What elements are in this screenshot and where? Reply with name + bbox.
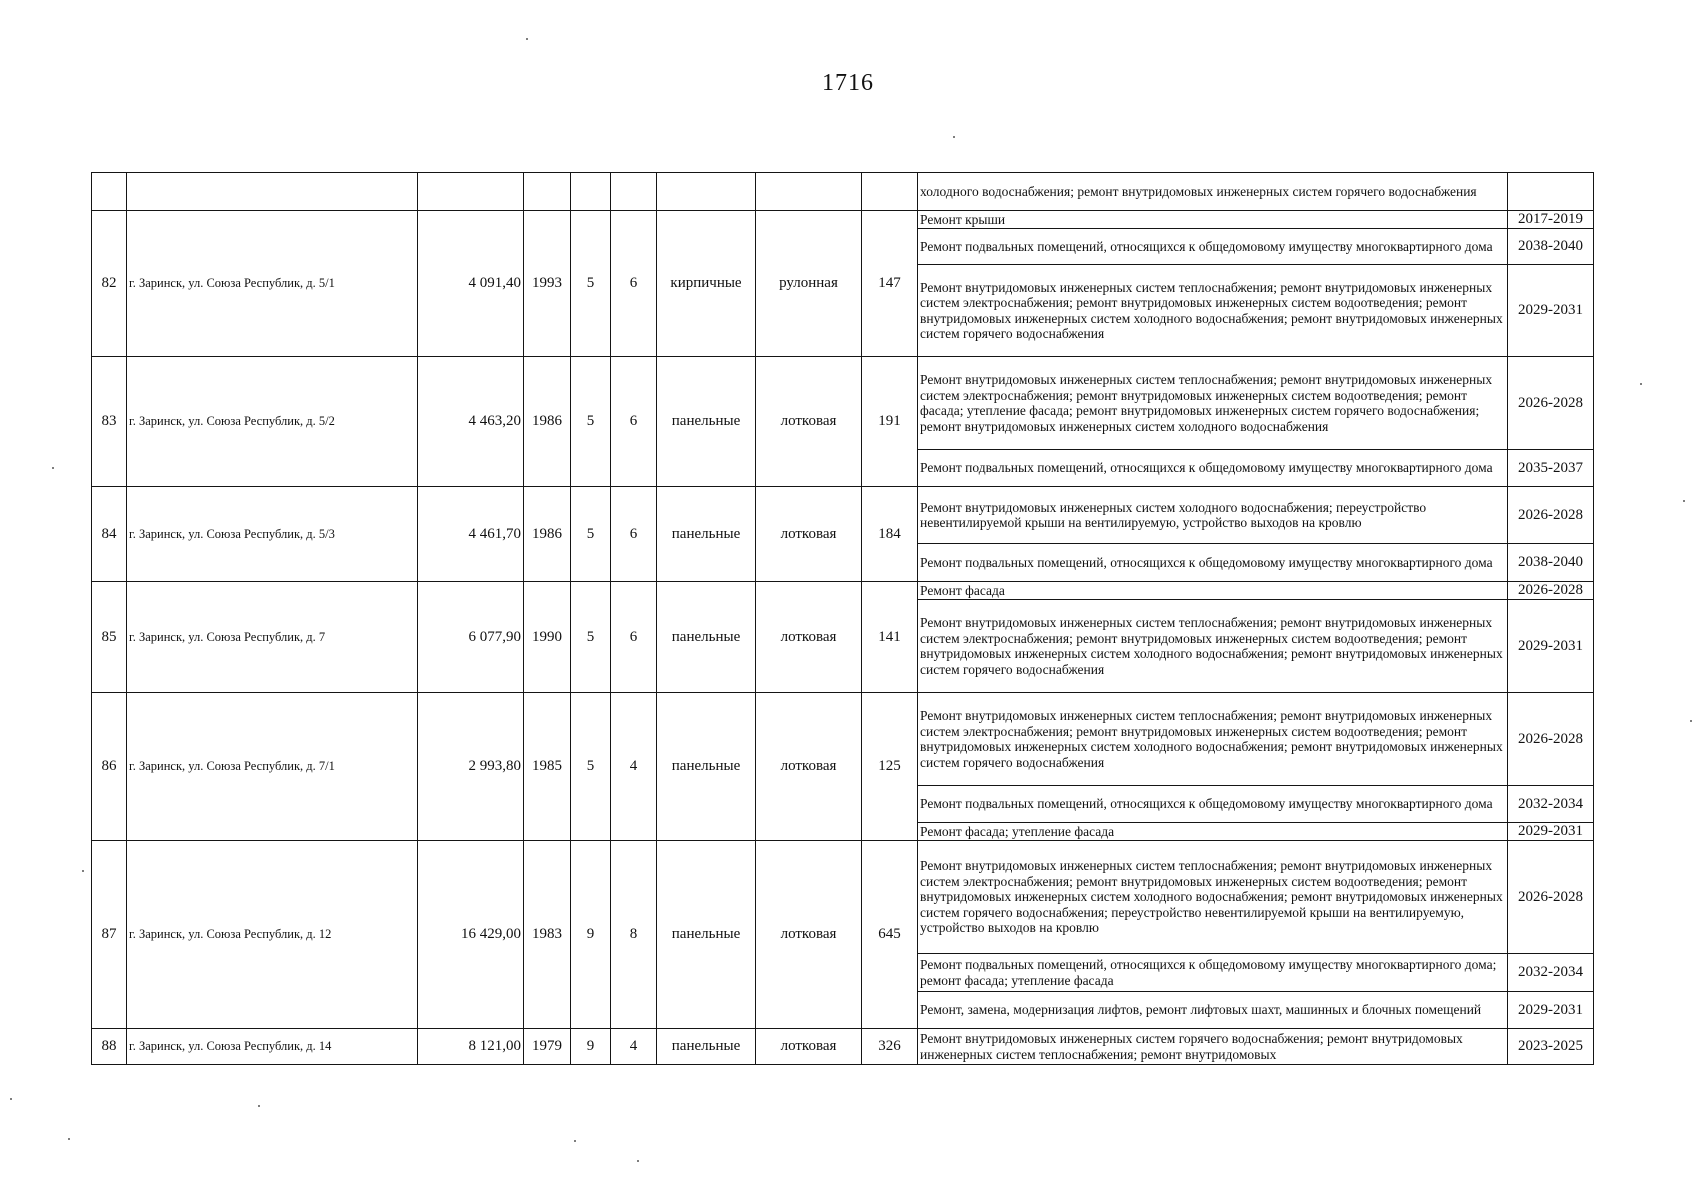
work-period: 2017-2019 [1508,211,1594,229]
roof-type: лотковая [756,693,862,841]
house-address: г. Заринск, ул. Союза Республик, д. 5/1 [127,211,418,357]
build-year: 1983 [524,841,571,1029]
house-address: г. Заринск, ул. Союза Республик, д. 14 [127,1029,418,1065]
empty-cell [611,173,657,211]
wall-material: панельные [657,693,756,841]
row-number: 87 [92,841,127,1029]
resident-count: 147 [862,211,918,357]
work-period: 2026-2028 [1508,841,1594,954]
work-period: 2029-2031 [1508,600,1594,693]
house-area: 4 091,40 [418,211,524,357]
entrance-count: 4 [611,693,657,841]
floor-count: 5 [571,693,611,841]
wall-material: панельные [657,582,756,693]
continuation-row [92,173,1594,211]
work-period: 2026-2028 [1508,487,1594,544]
work-description: Ремонт подвальных помещений, относящихся к общедомовому имуществу многоквартирного дома [918,544,1508,582]
scan-speck [68,1138,70,1140]
work-period: 2038-2040 [1508,544,1594,582]
build-year: 1979 [524,1029,571,1065]
work-description: Ремонт внутридомовых инженерных систем теплоснабжения; ремонт внутридомовых инженерных систем электроснабжения; ремонт внутридомовых инженерных систем водоотведения; ремонт внутридомовых инженерных систем холодного водоснабжения; ремонт внутридомовых инженерных систем горячего водоснабжения; переустройство невентилируемой крыши на вентилируемую, устройство выходов на кровлю [918,841,1508,954]
floor-count: 9 [571,841,611,1029]
empty-cell [571,173,611,211]
house-area: 4 463,20 [418,357,524,487]
wall-material: панельные [657,357,756,487]
roof-type: лотковая [756,582,862,693]
house-address: г. Заринск, ул. Союза Республик, д. 7 [127,582,418,693]
empty-cell [418,173,524,211]
work-description: Ремонт фасада; утепление фасада [918,823,1508,841]
row-number: 84 [92,487,127,582]
work-period: 2029-2031 [1508,265,1594,357]
row-number: 83 [92,357,127,487]
wall-material: панельные [657,841,756,1029]
house-address: г. Заринск, ул. Союза Республик, д. 7/1 [127,693,418,841]
entrance-count: 8 [611,841,657,1029]
scan-speck [82,870,84,872]
house-row [92,211,1594,229]
house-row [92,1029,1594,1065]
roof-type: лотковая [756,357,862,487]
work-period: 2038-2040 [1508,229,1594,265]
work-description: Ремонт внутридомовых инженерных систем теплоснабжения; ремонт внутридомовых инженерных систем электроснабжения; ремонт внутридомовых инженерных систем водоотведения; ремонт фасада; утепление фасада; ремонт внутридомовых инженерных систем горячего водоснабжения; ремонт внутридомовых инженерных систем холодного водоснабжения [918,357,1508,450]
empty-cell [657,173,756,211]
floor-count: 5 [571,357,611,487]
scan-speck [574,1140,576,1142]
work-description: Ремонт подвальных помещений, относящихся к общедомовому имуществу многоквартирного дома [918,450,1508,487]
house-area: 8 121,00 [418,1029,524,1065]
floor-count: 5 [571,211,611,357]
house-address: г. Заринск, ул. Союза Республик, д. 5/3 [127,487,418,582]
work-description: Ремонт внутридомовых инженерных систем теплоснабжения; ремонт внутридомовых инженерных систем электроснабжения; ремонт внутридомовых инженерных систем водоотведения; ремонт внутридомовых инженерных систем холодного водоснабжения; ремонт внутридомовых инженерных систем горячего водоснабжения [918,265,1508,357]
work-description: Ремонт подвальных помещений, относящихся к общедомовому имуществу многоквартирного дома [918,229,1508,265]
scan-speck [258,1105,260,1107]
build-year: 1986 [524,357,571,487]
house-address: г. Заринск, ул. Союза Республик, д. 12 [127,841,418,1029]
entrance-count: 6 [611,582,657,693]
row-number: 82 [92,211,127,357]
resident-count: 645 [862,841,918,1029]
work-period: 2026-2028 [1508,693,1594,786]
house-row [92,487,1594,544]
housing-repair-table [91,172,1594,1065]
entrance-count: 6 [611,211,657,357]
house-row [92,357,1594,450]
house-area: 16 429,00 [418,841,524,1029]
work-period: 2026-2028 [1508,357,1594,450]
roof-type: рулонная [756,211,862,357]
floor-count: 5 [571,582,611,693]
wall-material: кирпичные [657,211,756,357]
work-period: 2026-2028 [1508,582,1594,600]
wall-material: панельные [657,1029,756,1065]
roof-type: лотковая [756,487,862,582]
resident-count: 125 [862,693,918,841]
floor-count: 9 [571,1029,611,1065]
scan-speck [1690,720,1692,722]
empty-cell [756,173,862,211]
house-area: 4 461,70 [418,487,524,582]
resident-count: 184 [862,487,918,582]
house-row [92,693,1594,786]
empty-cell [127,173,418,211]
roof-type: лотковая [756,841,862,1029]
work-description: Ремонт подвальных помещений, относящихся к общедомовому имуществу многоквартирного дома; ремонт фасада; утепление фасада [918,954,1508,992]
empty-cell [862,173,918,211]
work-period: 2023-2025 [1508,1029,1594,1065]
entrance-count: 6 [611,487,657,582]
row-number: 85 [92,582,127,693]
work-period [1508,173,1594,211]
work-period: 2032-2034 [1508,954,1594,992]
row-number: 86 [92,693,127,841]
scan-speck [1640,383,1642,385]
work-description: Ремонт крыши [918,211,1508,229]
work-description: Ремонт подвальных помещений, относящихся к общедомовому имуществу многоквартирного дома [918,786,1508,823]
work-description: Ремонт внутридомовых инженерных систем горячего водоснабжения; ремонт внутридомовых инженерных систем теплоснабжения; ремонт внутридомовых [918,1029,1508,1065]
work-description: Ремонт фасада [918,582,1508,600]
work-description: холодного водоснабжения; ремонт внутридомовых инженерных систем горячего водоснабжения [918,173,1508,211]
scan-speck [1683,500,1685,502]
resident-count: 326 [862,1029,918,1065]
entrance-count: 6 [611,357,657,487]
build-year: 1993 [524,211,571,357]
work-period: 2029-2031 [1508,992,1594,1029]
row-number: 88 [92,1029,127,1065]
work-description: Ремонт внутридомовых инженерных систем теплоснабжения; ремонт внутридомовых инженерных систем электроснабжения; ремонт внутридомовых инженерных систем водоотведения; ремонт внутридомовых инженерных систем холодного водоснабжения; ремонт внутридомовых инженерных систем горячего водоснабжения [918,693,1508,786]
house-row [92,582,1594,600]
build-year: 1985 [524,693,571,841]
floor-count: 5 [571,487,611,582]
house-address: г. Заринск, ул. Союза Республик, д. 5/2 [127,357,418,487]
scan-speck [52,467,54,469]
resident-count: 191 [862,357,918,487]
empty-cell [524,173,571,211]
work-period: 2032-2034 [1508,786,1594,823]
entrance-count: 4 [611,1029,657,1065]
work-description: Ремонт внутридомовых инженерных систем холодного водоснабжения; переустройство невентилируемой крыши на вентилируемую, устройство выходов на кровлю [918,487,1508,544]
work-description: Ремонт, замена, модернизация лифтов, ремонт лифтовых шахт, машинных и блочных помещений [918,992,1508,1029]
house-row [92,841,1594,954]
scan-speck [526,38,528,40]
resident-count: 141 [862,582,918,693]
roof-type: лотковая [756,1029,862,1065]
build-year: 1986 [524,487,571,582]
work-period: 2035-2037 [1508,450,1594,487]
empty-cell [92,173,127,211]
house-area: 2 993,80 [418,693,524,841]
work-description: Ремонт внутридомовых инженерных систем теплоснабжения; ремонт внутридомовых инженерных систем электроснабжения; ремонт внутридомовых инженерных систем водоотведения; ремонт внутридомовых инженерных систем холодного водоснабжения; ремонт внутридомовых инженерных систем горячего водоснабжения [918,600,1508,693]
house-area: 6 077,90 [418,582,524,693]
page-number: 1716 [822,70,874,96]
scan-speck [637,1160,639,1162]
scan-speck [10,1098,12,1100]
wall-material: панельные [657,487,756,582]
work-period: 2029-2031 [1508,823,1594,841]
build-year: 1990 [524,582,571,693]
scan-speck [953,136,955,138]
